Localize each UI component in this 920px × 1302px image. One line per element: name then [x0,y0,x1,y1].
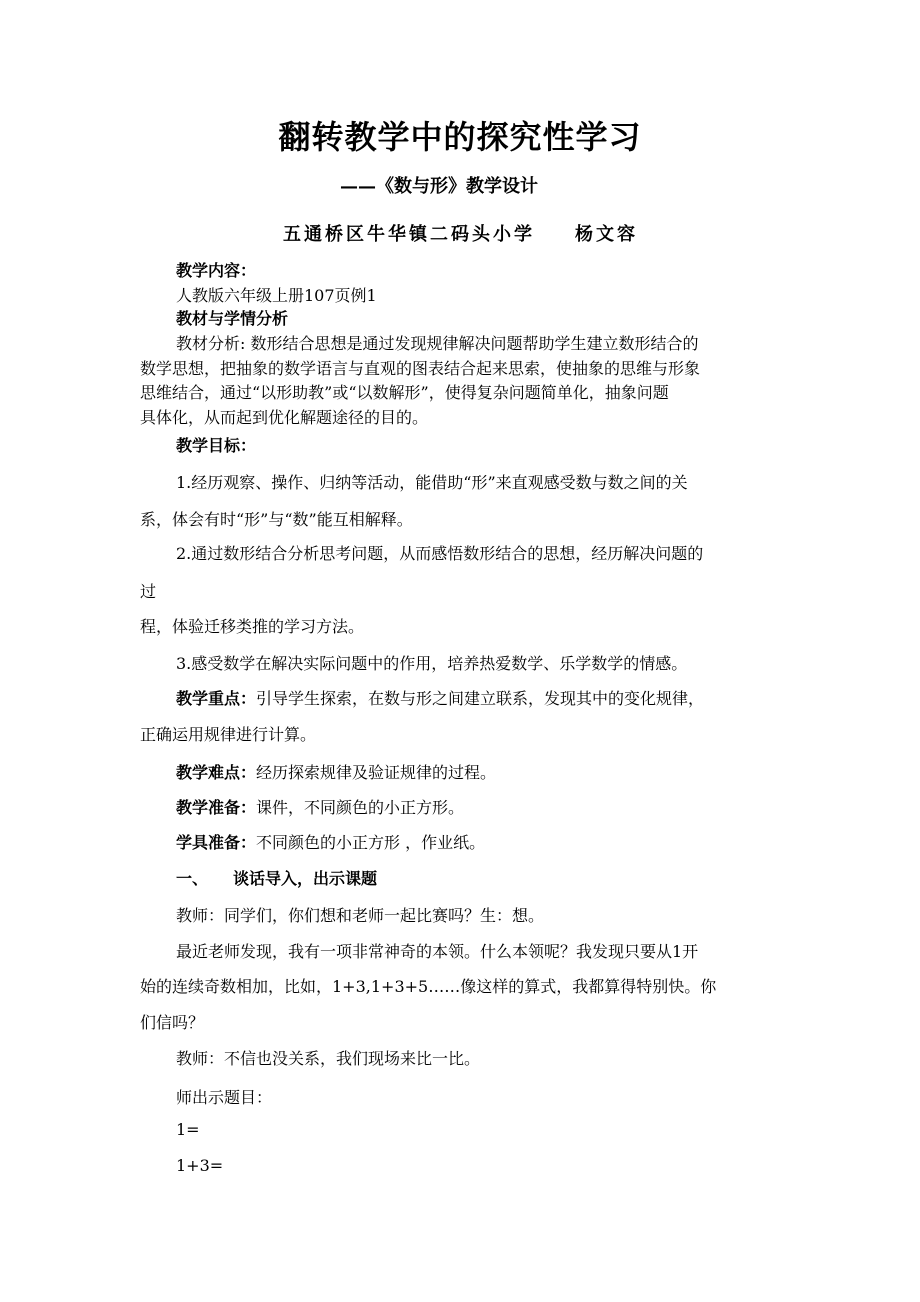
preparation-label: 教学准备： [176,798,257,817]
key-point-text: 引导学生探索，在数与形之间建立联系，发现其中的变化规律， [256,689,705,708]
difficulty-label: 教学难点： [176,763,257,782]
student-tools-label: 学具准备： [176,833,257,852]
difficulty-line [176,760,496,783]
document-subtitle: ——《数与形》教学设计 [340,176,538,197]
goal-2-line: 过 [140,582,157,601]
dialogue-2-line: 始的连续奇数相加，比如，1+3,1+3+5……像这样的算式，我都算得特别快。你 [140,977,717,996]
goal-1-line: 系，体会有时“形”与“数”能互相解释。 [140,510,413,529]
analysis-line: 思维结合，通过“以形助教”或“以数解形”，使得复杂问题简单化，抽象问题 [140,383,669,402]
goal-1-line: 1.经历观察、操作、归纳等活动，能借助“形”来直观感受数与数之间的关 [176,473,688,492]
goal-3: 3.感受数学在解决实际问题中的作用，培养热爱数学、乐学数学的情感。 [176,654,688,673]
document-title: 翻转教学中的探究性学习 [278,118,642,156]
goal-2-line: 2.通过数形结合分析思考问题，从而感悟数形结合的思想，经历解决问题的 [176,544,704,563]
preparation-text: 课件，不同颜色的小正方形。 [256,798,465,817]
student-tools-line [176,830,485,853]
preparation-line [176,795,464,818]
difficulty-text: 经历探索规律及验证规律的过程。 [256,763,497,782]
content-text: 人教版六年级上册107页例1 [176,286,377,305]
dialogue-3: 教师：不信也没关系，我们现场来比一比。 [176,1049,481,1068]
dialogue-4: 师出示题目： [176,1088,273,1107]
dialogue-2-line: 们信吗？ [140,1013,205,1032]
analysis-line: 具体化，从而起到优化解题途径的目的。 [140,408,429,427]
formula-2: 1+3= [176,1156,224,1175]
author-name: 杨文容 [575,224,638,245]
analysis-line: 教材分析: 数形结合思想是通过发现规律解决问题帮助学生建立数形结合的 [176,334,699,353]
formula-1: 1= [176,1120,200,1139]
dialogue-1: 教师：同学们，你们想和老师一起比赛吗？生：想。 [176,906,545,925]
dialogue-2-line: 最近老师发现，我有一项非常神奇的本领。什么本领呢？我发现只要从1开 [176,942,699,961]
key-point-label: 教学重点： [176,689,257,708]
author-school: 五通桥区牛华镇二码头小学 [283,224,535,245]
goals-heading: 教学目标： [176,436,257,455]
analysis-line: 数学思想，把抽象的数学语言与直观的图表结合起来思索，使抽象的思维与形象 [140,359,701,378]
content-heading: 教学内容： [176,261,257,280]
student-tools-text: 不同颜色的小正方形 ，作业纸。 [256,833,486,852]
analysis-heading: 教材与学情分析 [176,309,289,328]
key-point-line [176,686,704,709]
section-1-title: 谈话导入，出示课题 [233,869,378,888]
section-1-number: 一、 [176,869,209,888]
goal-2-line: 程，体验迁移类推的学习方法。 [140,617,365,636]
key-point-line-2: 正确运用规律进行计算。 [140,725,317,744]
